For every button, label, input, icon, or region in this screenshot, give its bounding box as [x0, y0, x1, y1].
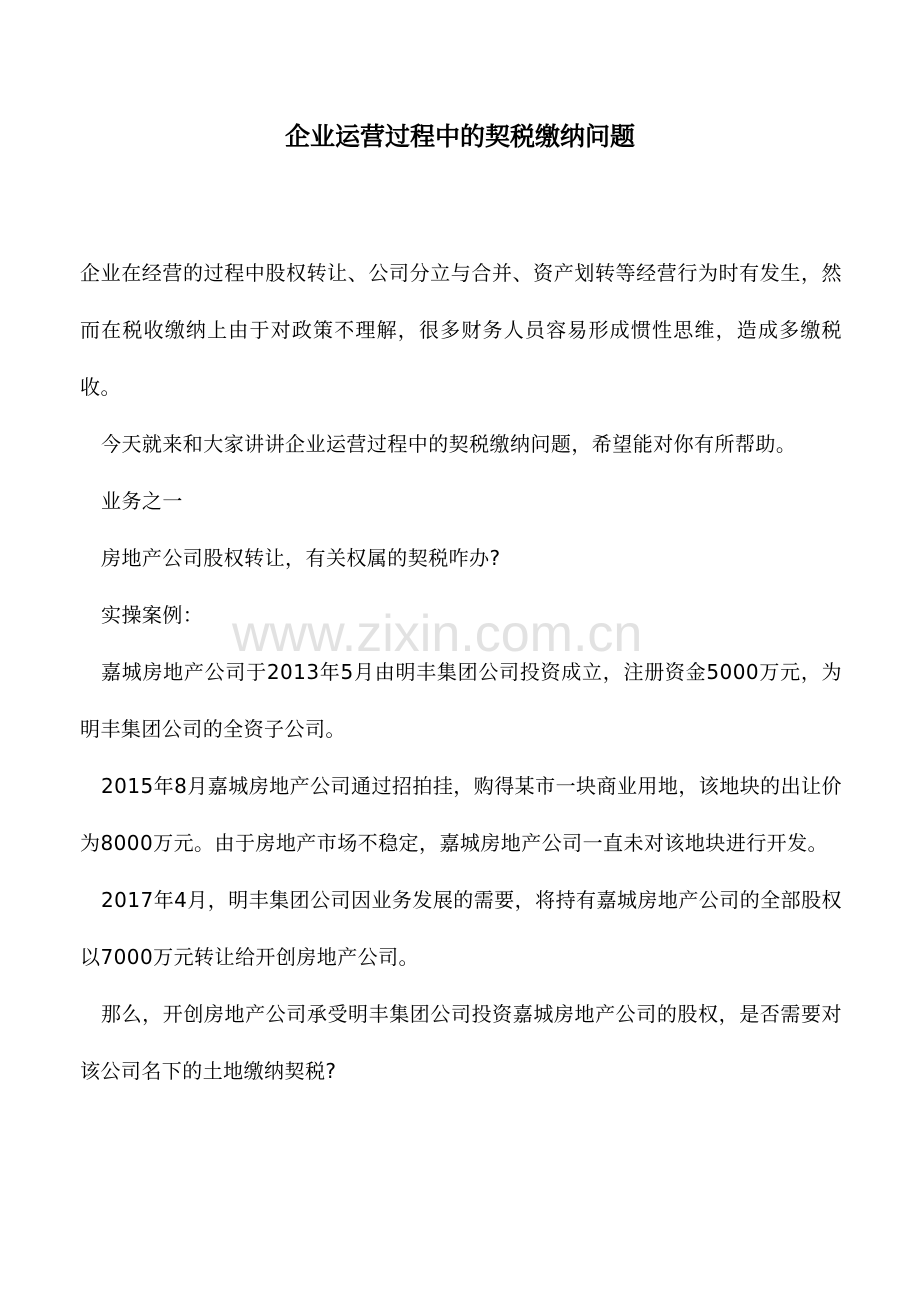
document-body: [80, 245, 842, 1100]
case-paragraph-1: 嘉城房地产公司于2013年5月由明丰集团公司投资成立，注册资金5000万元，为明丰集团公司的全资子公司。: [80, 660, 842, 741]
case-paragraph-3: 2017年4月，明丰集团公司因业务发展的需要，将持有嘉城房地产公司的全部股权以7000万元转让给开创房地产公司。: [80, 888, 842, 969]
paragraph-intro: 企业在经营的过程中股权转让、公司分立与合并、资产划转等经营行为时有发生，然而在税收缴纳上由于对政策不理解，很多财务人员容易形成惯性思维，造成多缴税收。: [80, 261, 842, 399]
document-title: 企业运营过程中的契税缴纳问题: [284, 122, 635, 151]
watermark-text: www.zixin.com.cn: [232, 605, 643, 663]
question-heading: 房地产公司股权转让，有关权属的契税咋办?: [101, 546, 501, 570]
case-paragraph-2: 2015年8月嘉城房地产公司通过招拍挂，购得某市一块商业用地，该地块的出让价为8000万元。由于房地产市场不稳定，嘉城房地产公司一直未对该地块进行开发。: [80, 774, 842, 855]
case-label: 实操案例：: [101, 603, 204, 627]
case-question: 那么，开创房地产公司承受明丰集团公司投资嘉城房地产公司的股权，是否需要对该公司名下的土地缴纳契税?: [80, 1002, 842, 1083]
section-heading: 业务之一: [101, 489, 183, 513]
paragraph-purpose: 今天就来和大家讲讲企业运营过程中的契税缴纳问题，希望能对你有所帮助。: [101, 432, 797, 456]
